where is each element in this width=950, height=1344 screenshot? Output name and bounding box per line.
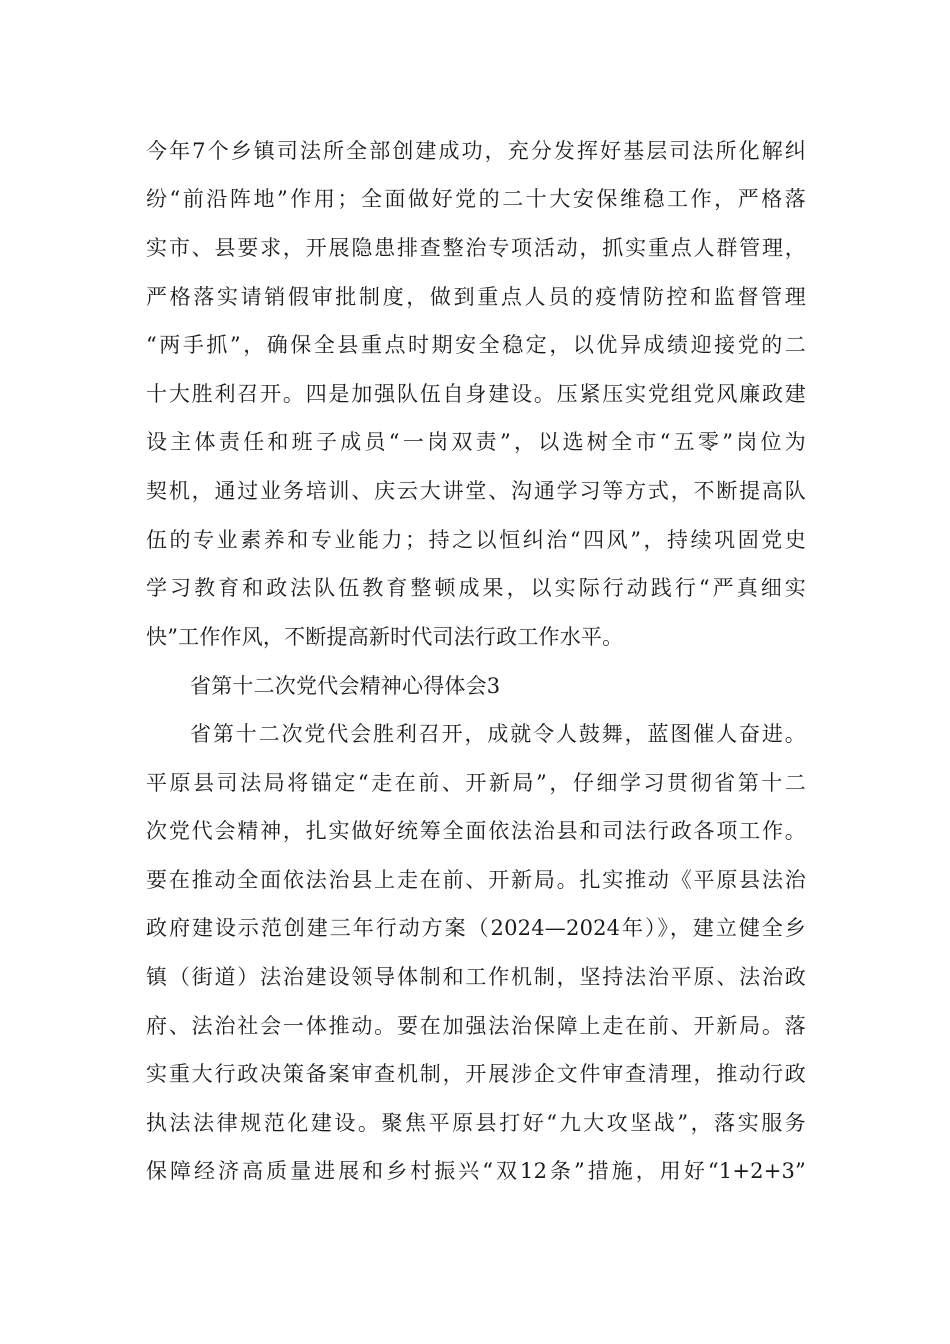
body-text-line: 今年7个乡镇司法所全部创建成功，充分发挥好基层司法所化解纠 [146, 139, 806, 163]
body-text-line: 要在推动全面依法治县上走在前、开新局。扎实推动《平原县法治 [146, 868, 806, 892]
body-text-line: 纷“前沿阵地”作用；全面做好党的二十大安保维稳工作，严格落 [146, 187, 806, 211]
body-text-line: 保障经济高质量进展和乡村振兴“双12条”措施，用好“1+2+3” [146, 1159, 806, 1183]
body-text-line: 执法法律规范化建设。聚焦平原县打好“九大攻坚战”，落实服务 [146, 1111, 806, 1135]
body-text-line: “两手抓”，确保全县重点时期安全稳定，以优异成绩迎接党的二 [146, 333, 806, 357]
body-text-line: 伍的专业素养和专业能力；持之以恒纠治“四风”，持续巩固党史 [146, 528, 806, 552]
body-text-line: 实重大行政决策备案审查机制，开展涉企文件审查清理，推动行政 [146, 1062, 806, 1086]
body-text-line: 严格落实请销假审批制度，做到重点人员的疫情防控和监督管理 [146, 285, 806, 309]
body-text-line: 政府建设示范创建三年行动方案（2024—2024年）》，建立健全乡 [146, 916, 806, 940]
body-text-line: 次党代会精神，扎实做好统筹全面依法治县和司法行政各项工作。 [146, 819, 806, 843]
body-text-line: 契机，通过业务培训、庆云大讲堂、沟通学习等方式，不断提高队 [146, 479, 806, 503]
body-text-line: 实市、县要求，开展隐患排查整治专项活动，抓实重点人群管理， [146, 236, 806, 260]
body-text-line: 镇（街道）法治建设领导体制和工作机制，坚持法治平原、法治政 [146, 965, 806, 989]
section-heading: 省第十二次党代会精神心得体会3 [190, 674, 501, 698]
body-text-line: 省第十二次党代会胜利召开，成就令人鼓舞，蓝图催人奋进。 [190, 722, 806, 746]
body-text-line: 学习教育和政法队伍教育整顿成果，以实际行动践行“严真细实 [146, 576, 806, 600]
body-text-line: 府、法治社会一体推动。要在加强法治保障上走在前、开新局。落 [146, 1014, 806, 1038]
body-text-line: 十大胜利召开。四是加强队伍自身建设。压紧压实党组党风廉政建 [146, 382, 806, 406]
body-text-line: 平原县司法局将锚定“走在前、开新局”，仔细学习贯彻省第十二 [146, 771, 806, 795]
body-text-line: 快”工作作风，不断提高新时代司法行政工作水平。 [146, 625, 624, 649]
body-text-line: 设主体责任和班子成员“一岗双责”，以选树全市“五零”岗位为 [146, 430, 806, 454]
